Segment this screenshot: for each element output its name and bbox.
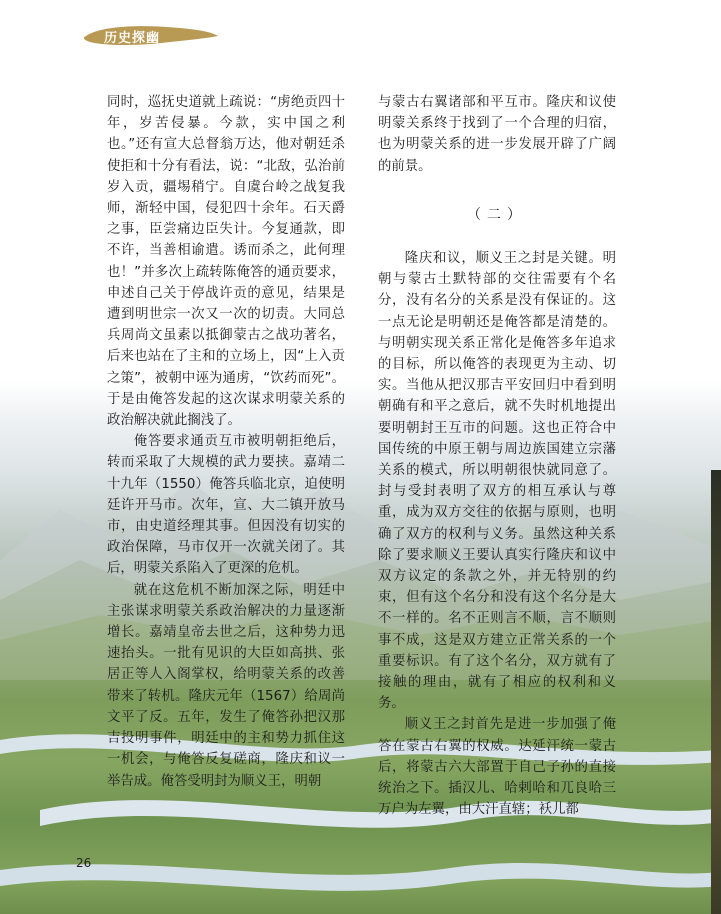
right-text-column xyxy=(378,92,616,821)
paragraph: 顺义王之封首先是进一步加强了俺答在蒙古右翼的权威。达延汗统一蒙古后，将蒙古六大部置于自己子孙的直接统治之下。插汉儿、哈剌哈和兀良哈三万户为左翼，由大汗直辖；袄儿都 xyxy=(378,717,616,818)
paragraph: 隆庆和议，顺义王之封是关键。明朝与蒙古土默特部的交往需要有个名分，没有名分的关系是没有保证的。这一点无论是明朝还是俺答都是清楚的。与明朝实现关系正常化是俺答多年追求的目标，所以俺答的表现更为主动、切实。当他从把汉那吉平安回归中看到明朝确有和平之意后，就不失时机地提出要明朝封王互市的问题。这也正符合中国传统的中原王朝与周边族国建立宗藩关系的模式，所以明朝很快就同意了。封与受封表明了双方的相互承认与尊重，成为双方交往的依据与原则，也明确了双方的权利与义务。虽然这种关系除了要求顺义王要认真实行隆庆和议中双方议定的条款之外，并无特别的约束，但有这个名分和没有这个名分是大不一样的。名不正则言不顺，言不顺则事不成，这是双方建立正常关系的一个重要标识。有了这个名分，双方就有了接触的理由，就有了相应的权利和义务。 xyxy=(378,251,616,712)
page-number: 26 xyxy=(76,856,92,870)
paragraph: 俺答要求通贡互市被明朝拒绝后，转而采取了大规模的武力要挟。嘉靖二十九年（1550）俺答兵临北京，迫使明廷许开马市。次年，宣、大二镇开放马市，由史道经理其事。但因没有切实的政治保障，马市仅开一次就关闭了。其后，明蒙关系陷入了更深的危机。 xyxy=(107,434,345,577)
left-text-column xyxy=(107,92,345,792)
section-header-label: 历史探幽 xyxy=(104,31,161,46)
section-title: （二） xyxy=(467,206,527,223)
paragraph: 同时，巡抚史道就上疏说：“虏绝贡四十年，岁苦侵暴。今款，实中国之利也。”还有宣大总督翁万达，他对朝廷杀使拒和十分有看法，说：“北敌，弘治前岁入贡，疆埸稍宁。自虞台岭之战复我师，渐轻中国，侵犯四十余年。石天爵之事，臣尝痛边臣失计。今复通款，即不许，当善相谕遣。诱而杀之，此何理也！”并多次上疏转陈俺答的通贡要求，申述自己关于停战许贡的意见，结果是遭到明世宗一次又一次的切责。大同总兵周尚文虽素以抵御蒙古之战功著名，后来也站在了主和的立场上，因“上入贡之策”，被朝中诬为通虏，“饮药而死”。于是由俺答发起的这次谋求明蒙关系的政治解决就此搁浅了。 xyxy=(107,95,345,429)
adjacent-page-photo-edge xyxy=(711,470,721,914)
paragraph: 就在这危机不断加深之际，明廷中主张谋求明蒙关系政治解决的力量逐渐增长。嘉靖皇帝去世之后，这种势力迅速抬头。一批有见识的大臣如高拱、张居正等人入阁掌权，给明蒙关系的改善带来了转机。隆庆元年（1567）给周尚文平了反。五年，发生了俺答孙把汉那吉投明事件，明廷中的主和势力抓住这一机会，与俺答反复磋商，隆庆和议一举告成。俺答受明封为顺义王，明朝 xyxy=(107,582,345,789)
paragraph: 与蒙古右翼诸部和平互市。隆庆和议使明蒙关系终于找到了一个合理的归宿，也为明蒙关系的进一步发展开辟了广阔的前景。 xyxy=(378,95,616,174)
